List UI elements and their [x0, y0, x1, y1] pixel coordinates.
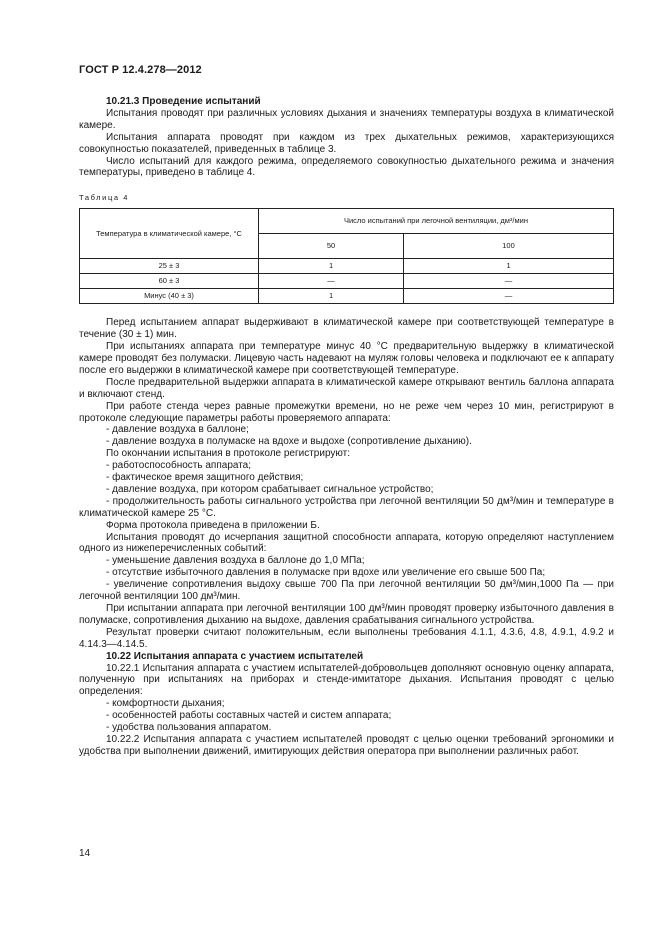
table-row — [80, 274, 614, 289]
paragraph: Форма протокола приведена в приложении Б. — [106, 519, 320, 531]
list-item: - продолжительность работы сигнального устройства при легочной вентиляции 50 дм³/мин и температуре в климатической камере 25 °С. — [79, 495, 614, 519]
table-cell: 60 ± 3 — [80, 274, 259, 289]
table-subheader-50: 50 — [259, 234, 404, 259]
list-item: - давление воздуха в полумаске на вдохе и выдохе (сопротивление дыханию). — [106, 436, 472, 448]
table-cell: 1 — [259, 259, 404, 274]
list-item: - давление воздуха в баллоне; — [106, 424, 249, 436]
table-cell: Минус (40 ± 3) — [80, 289, 259, 304]
paragraph: Перед испытанием аппарат выдерживают в климатической камере при соответствующей температуре в течение (30 ± 1) мин. — [79, 317, 614, 341]
list-item: - комфортности дыхания; — [106, 698, 225, 710]
document-header: ГОСТ Р 12.4.278—2012 — [79, 64, 202, 76]
data-table — [79, 208, 614, 304]
list-item: - фактическое время защитного действия; — [106, 472, 304, 484]
table-cell: — — [404, 274, 614, 289]
table-cell: 1 — [259, 289, 404, 304]
list-item: - отсутствие избыточного давления в полумаске при вдохе или увеличение его свыше 500 Па; — [106, 567, 546, 579]
paragraph: При работе стенда через равные промежутки времени, но не реже чем через 10 мин, регистрируют в протоколе следующие параметры работы проверяемого аппарата: — [79, 400, 614, 424]
list-item: - удобства пользования аппаратом. — [106, 722, 272, 734]
list-item: - давление воздуха, при котором срабатывает сигнальное устройство; — [106, 483, 434, 495]
table-row — [80, 259, 614, 274]
table-subheader-100: 100 — [404, 234, 614, 259]
paragraph: По окончании испытания в протоколе регистрируют: — [106, 448, 351, 460]
paragraph: 10.22.2 Испытания аппарата с участием испытателей проводят с целью оценки требований эргономики и удобства при выполнении движений, имитирующих действия оператора при выполнении различных работ. — [79, 733, 614, 757]
table-caption: Таблица 4 — [79, 193, 130, 203]
list-item: - увеличение сопротивления выдоху свыше 700 Па при легочной вентиляции 50 дм³/мин,1000 Па — при легочной вентиляции 100 дм³/мин. — [79, 579, 614, 603]
table-header-temperature: Температура в климатической камере, °С — [80, 209, 259, 259]
table-cell: 1 — [404, 259, 614, 274]
page-number: 14 — [79, 848, 91, 859]
paragraph: Испытания проводят до исчерпания защитной способности аппарата, которую определяют наступлением одного из нижеперечисленных событий: — [79, 531, 614, 555]
paragraph: 10.22.1 Испытания аппарата с участием испытателей-добровольцев дополняют основную оценку аппарата, полученную при испытаниях на приборах и стенде-имитаторе дыхания. Испытания проводят с целью определения: — [79, 662, 614, 698]
paragraph: При испытании аппарата при легочной вентиляции 100 дм³/мин проводят проверку избыточного давления в полумаске, сопротивления дыханию на выдохе, давления срабатывания сигнального устройства. — [79, 603, 614, 626]
paragraph: Число испытаний для каждого режима, определяемого совокупностью дыхательного режима и значения температуры, приведено в таблице 4. — [79, 155, 614, 179]
paragraph: Испытания аппарата проводят при каждом из трех дыхательных режимов, характеризующихся совокупностью показателей, приведенных в таблице 3. — [79, 131, 614, 155]
list-item: - особенностей работы составных частей и систем аппарата; — [106, 710, 392, 722]
list-item: - уменьшение давления воздуха в баллоне до 1,0 МПа; — [106, 555, 365, 567]
section-heading: 10.22 Испытания аппарата с участием испытателей — [106, 650, 364, 662]
table-header-group: Число испытаний при легочной вентиляции, дм³/мин — [259, 209, 614, 234]
table-cell: — — [259, 274, 404, 289]
paragraph: После предварительной выдержки аппарата в климатической камере открывают вентиль баллона аппарата и включают стенд. — [79, 376, 614, 400]
paragraph: При испытаниях аппарата при температуре минус 40 °С предварительную выдержку в климатической камере проводят без полумаски. Лицевую часть надевают на муляж головы человека и подключают ее к аппарату после его выдержки в климатической камере при соответствующей температуре. — [79, 341, 614, 376]
content-body — [79, 96, 614, 758]
table-cell: — — [404, 289, 614, 304]
paragraph: Испытания проводят при различных условиях дыхания и значениях температуры воздуха в климатической камере. — [79, 107, 614, 131]
table-row — [80, 289, 614, 304]
list-item: - работоспособность аппарата; — [106, 460, 252, 472]
paragraph: Результат проверки считают положительным, если выполнены требования 4.1.1, 4.3.6, 4.8, 4.9.1, 4.9.2 и 4.14.3—4.14.5. — [79, 626, 614, 650]
table-cell: 25 ± 3 — [80, 259, 259, 274]
section-heading: 10.21.3 Проведение испытаний — [106, 96, 261, 107]
